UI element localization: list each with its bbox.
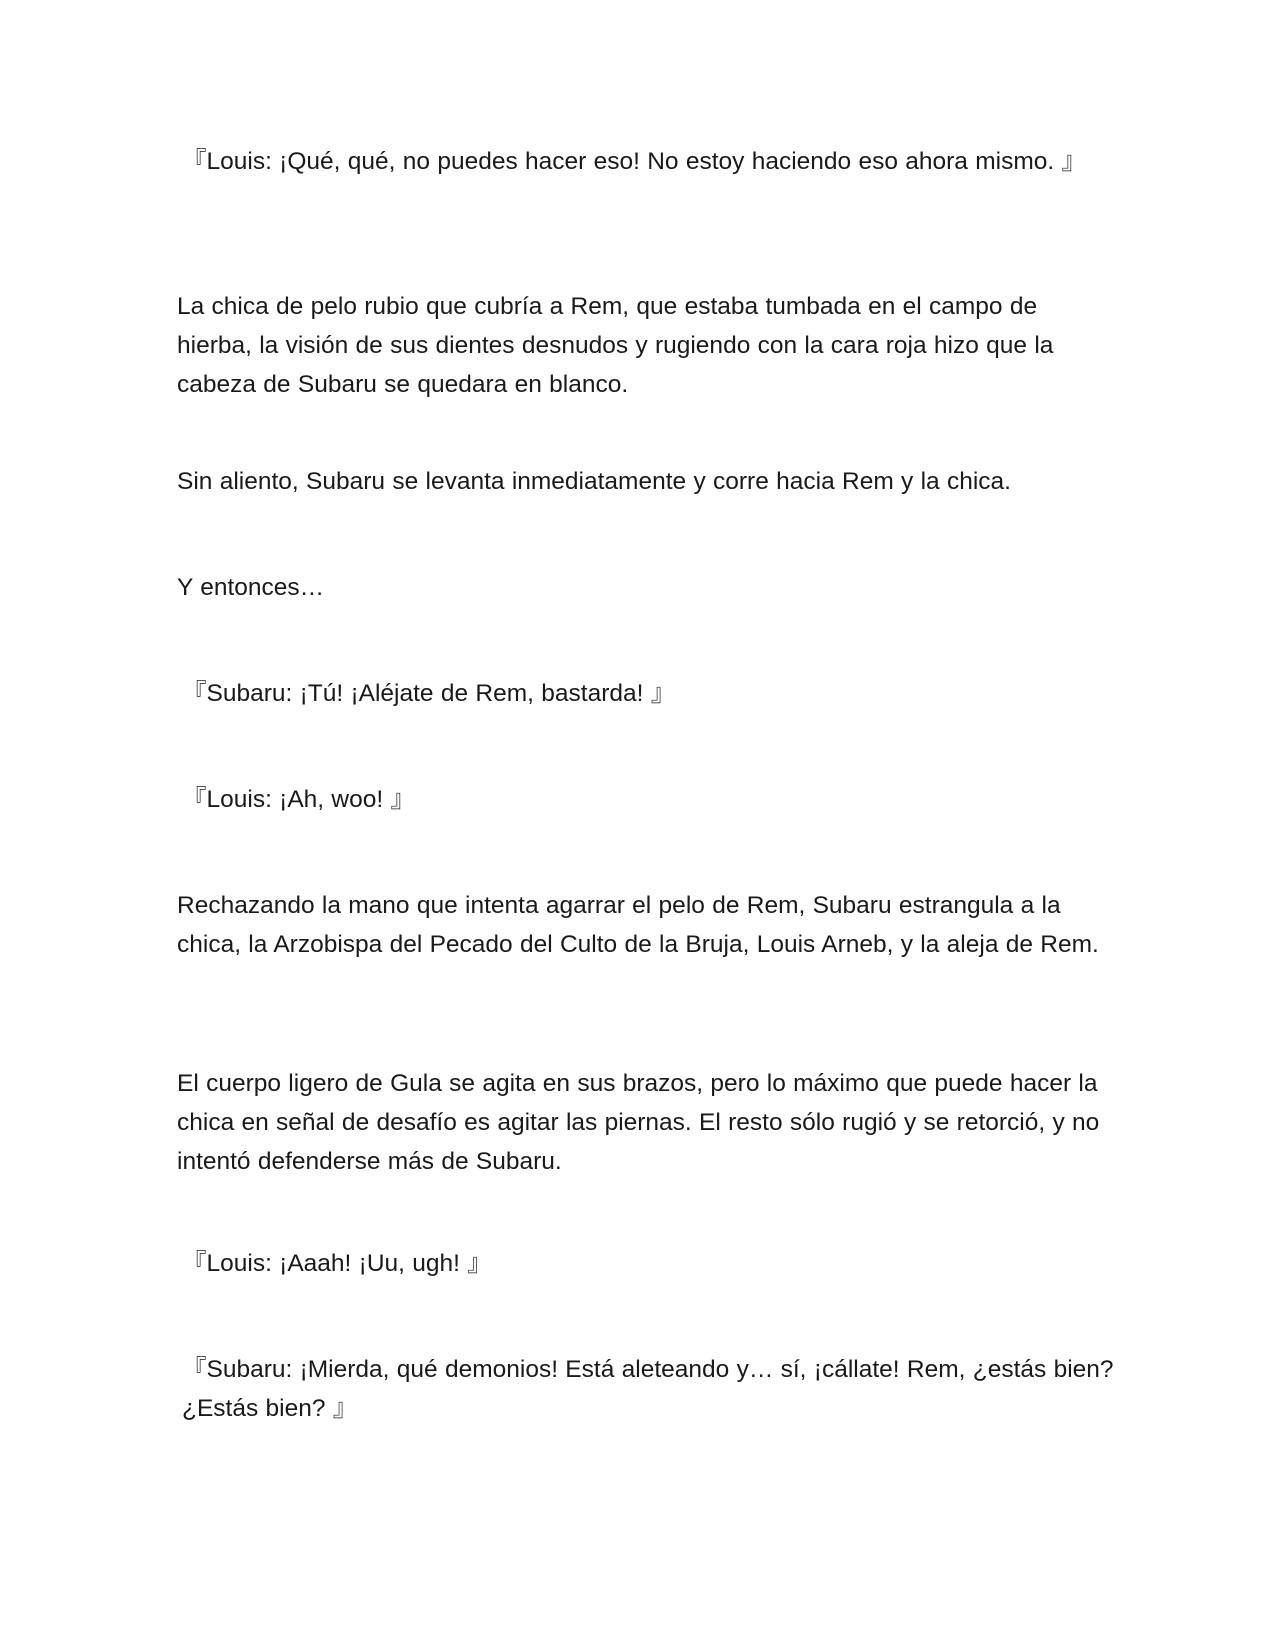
narration-paragraph-3: Y entonces… xyxy=(177,574,325,601)
narration-paragraph-2: Sin aliento, Subaru se levanta inmediatamente y corre hacia Rem y la chica. xyxy=(177,468,1011,495)
dialogue-louis-2: 『Louis: ¡Ah, woo! 』 xyxy=(182,786,415,813)
narration-paragraph-1: La chica de pelo rubio que cubría a Rem, que estaba tumbada en el campo de hierba, la visión de sus dientes desnudos y rugiendo con la cara roja hizo que la cabeza de Subaru se quedara en blanco. xyxy=(177,293,1054,398)
dialogue-louis-3: 『Louis: ¡Aaah! ¡Uu, ugh! 』 xyxy=(182,1250,492,1277)
dialogue-louis-1: 『Louis: ¡Qué, qué, no puedes hacer eso! No estoy haciendo eso ahora mismo. 』 xyxy=(182,148,1086,175)
narration-paragraph-4: Rechazando la mano que intenta agarrar el pelo de Rem, Subaru estrangula a la chica, la Arzobispa del Pecado del Culto de la Bruja, Louis Arneb, y la aleja de Rem. xyxy=(177,892,1099,958)
narration-paragraph-5: El cuerpo ligero de Gula se agita en sus brazos, pero lo máximo que puede hacer la chica en señal de desafío es agitar las piernas. El resto sólo rugió y se retorció, y no intentó defenderse más de Subaru. xyxy=(177,1070,1100,1175)
dialogue-subaru-1: 『Subaru: ¡Tú! ¡Aléjate de Rem, bastarda! 』 xyxy=(182,680,676,707)
dialogue-subaru-2: 『Subaru: ¡Mierda, qué demonios! Está aleteando y… sí, ¡cállate! Rem, ¿estás bien? ¿Estás bien? 』 xyxy=(182,1356,1114,1422)
